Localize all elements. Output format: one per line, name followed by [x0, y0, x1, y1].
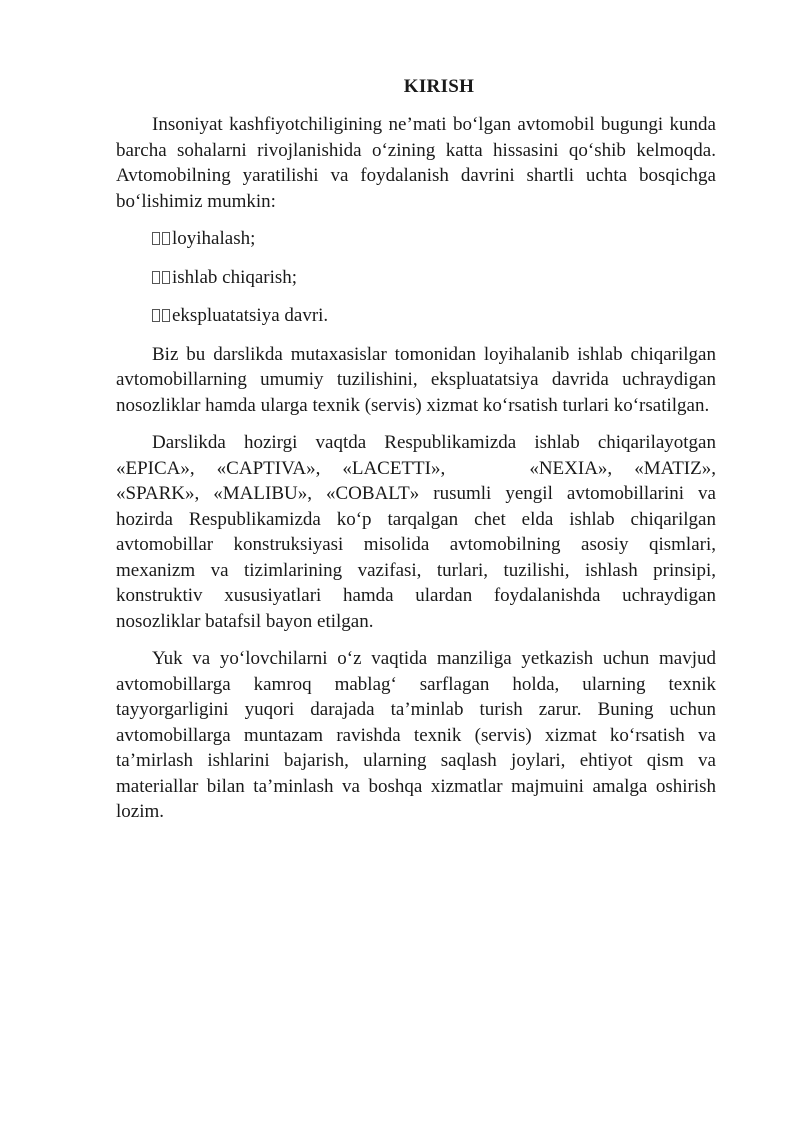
paragraph-3-part-2: «NEXIA», «MATIZ», «SPARK», «MALIBU», «COBALT» rusumli yengil avtomobillarini va hozirda Respublikamizda ko‘p tarqalgan chet elda ishlab chiqarilgan avtomobillar konstruksiyasi misolida avtomobilning asosiy qismlari, mexanizm va tizimlarining vazifasi, turlari, tuzilishi, ishlash prinsipi, konstruktiv xususiyatlari hamda ulardan foydalanishda uchraydigan nosozliklar batafsil bayon etilgan.: [116, 457, 716, 632]
paragraph-2: Biz bu darslikda mutaxasislar tomonidan loyihalanib ishlab chiqarilgan avtomobillarning umumiy tuzilishini, ekspluatatsiya davrida uchraydigan nosozliklar hamda ularga texnik (servis) xizmat ko‘rsatish turlari ko‘rsatilgan.: [116, 343, 716, 416]
missing-glyph-icon: [152, 271, 170, 284]
list-item-text: loyihalash;: [172, 228, 256, 249]
missing-glyph-icon: [152, 232, 170, 245]
list-item: [152, 265, 716, 291]
paragraph-4: Yuk va yo‘lovchilarni o‘z vaqtida manziliga yetkazish uchun mavjud avtomobillarga kamroq mablag‘ sarflagan holda, ularning texnik tayyorgarligini yuqori darajada ta’minlab turish zarur. Buning uchun avtomobillarga muntazam ravishda texnik (servis) xizmat ko‘rsatish va ta’mirlash ishlarini bajarish, ularning saqlash joylari, ehtiyot qism va materiallar bilan ta’minlash va boshqa xizmatlar majmuini amalga oshirish lozim.: [116, 648, 716, 822]
missing-glyph-icon: [152, 309, 170, 322]
intro-paragraph: Insoniyat kashfiyotchiligining ne’mati bo‘lgan avtomobil bugungi kunda barcha sohalarni rivojlanishida o‘zining katta hissasini qo‘shib kelmoqda. Avtomobilning yaratilishi va foydalanish davrini shartli uchta bosqichga bo‘lishimiz mumkin:: [116, 114, 716, 212]
document-page: [116, 72, 716, 837]
paragraph-3-part-1: Darslikda hozirgi vaqtda Respublikamizda ishlab chiqarilayotgan «EPICA», «CAPTIVA», «LACETTI»,: [116, 432, 716, 479]
list-item: [152, 226, 716, 252]
list-item-text: ekspluatatsiya davri.: [172, 305, 329, 326]
paragraph-3: [116, 430, 716, 634]
list-item: [152, 303, 716, 329]
page-title: KIRISH: [403, 76, 475, 97]
list-item-text: ishlab chiqarish;: [172, 266, 298, 288]
